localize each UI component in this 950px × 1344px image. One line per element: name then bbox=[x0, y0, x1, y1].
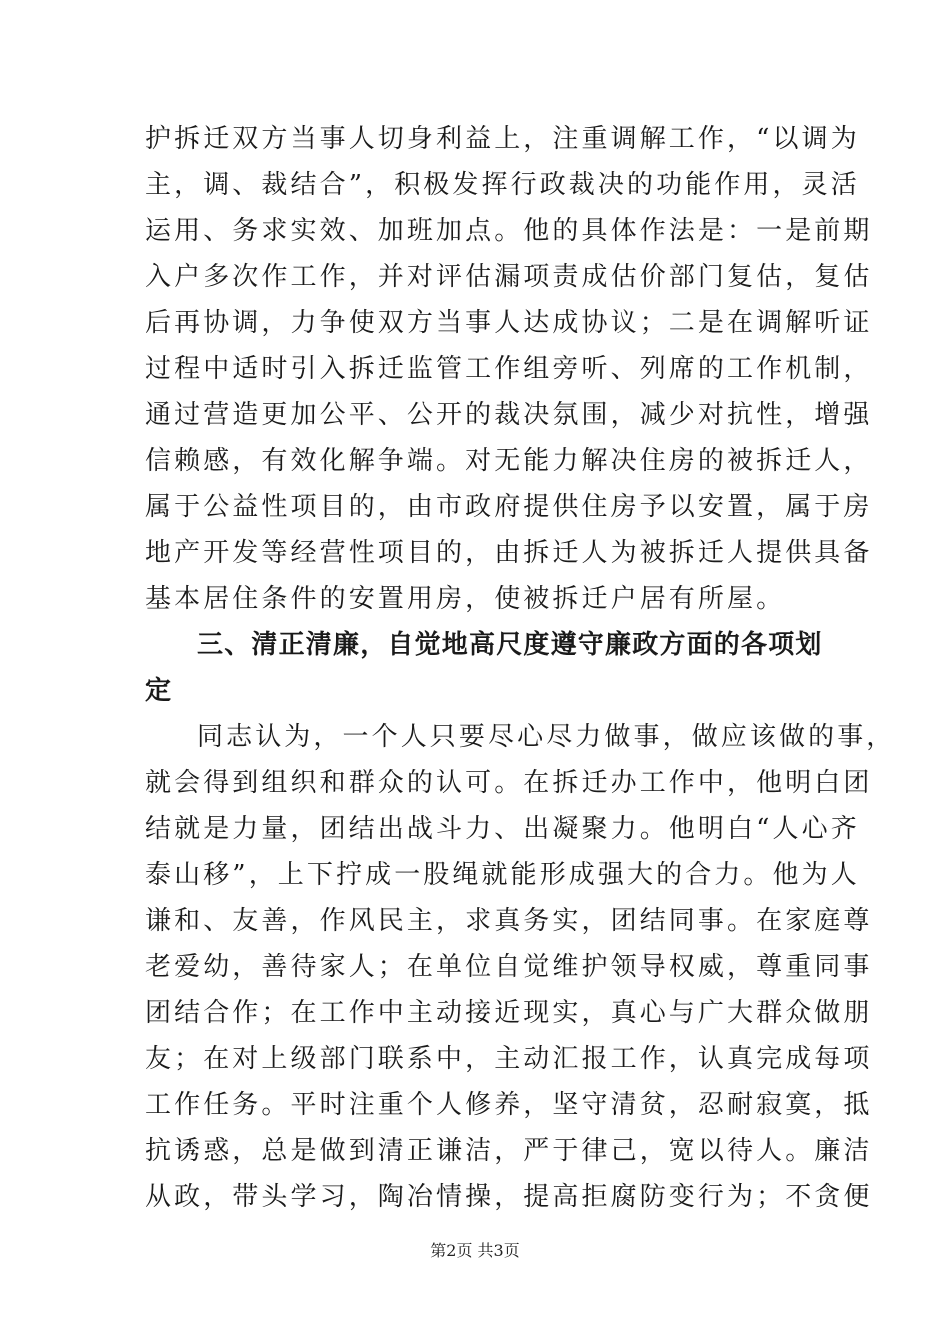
paragraph-line: 入户多次作工作，并对评估漏项责成估价部门复估，复估 bbox=[145, 262, 873, 292]
paragraph-line: 属于公益性项目的，由市政府提供住房予以安置，属于房 bbox=[145, 492, 873, 522]
paragraph-line: 团结合作；在工作中主动接近现实，真心与广大群众做朋 bbox=[145, 998, 873, 1028]
paragraph-line: 过程中适时引入拆迁监管工作组旁听、列席的工作机制， bbox=[145, 354, 873, 384]
paragraph-line: 友；在对上级部门联系中，主动汇报工作，认真完成每项 bbox=[145, 1044, 873, 1074]
paragraph-line: 通过营造更加公平、公开的裁决氛围，减少对抗性，增强 bbox=[145, 400, 873, 430]
paragraph-line: 信赖感，有效化解争端。对无能力解决住房的被拆迁人， bbox=[145, 446, 873, 476]
paragraph-line: 主，调、裁结合”，积极发挥行政裁决的功能作用，灵活 bbox=[145, 170, 860, 200]
paragraph-line: 基本居住条件的安置用房，使被拆迁户居有所屋。 bbox=[145, 584, 786, 614]
paragraph-line: 谦和、友善，作风民主，求真务实，团结同事。在家庭尊 bbox=[145, 906, 873, 936]
page-number-footer: 第2页 共3页 bbox=[430, 1241, 520, 1260]
paragraph-line: 运用、务求实效、加班加点。他的具体作法是：一是前期 bbox=[145, 216, 873, 246]
paragraph-line: 泰山移”，上下拧成一股绳就能形成强大的合力。他为人 bbox=[145, 860, 860, 890]
paragraph-line: 同志认为，一个人只要尽心尽力做事，做应该做的事， bbox=[197, 722, 896, 752]
paragraph-line: 地产开发等经营性项目的，由拆迁人为被拆迁人提供具备 bbox=[145, 538, 873, 568]
paragraph-line: 护拆迁双方当事人切身利益上，注重调解工作，“以调为 bbox=[145, 124, 860, 154]
paragraph-line: 从政，带头学习，陶冶情操，提高拒腐防变行为；不贪便 bbox=[145, 1182, 873, 1212]
paragraph-line: 就会得到组织和群众的认可。在拆迁办工作中，他明白团 bbox=[145, 768, 873, 798]
paragraph-line: 后再协调，力争使双方当事人达成协议；二是在调解听证 bbox=[145, 308, 873, 338]
section-heading-continuation: 定 bbox=[145, 676, 173, 706]
paragraph-line: 抗诱惑，总是做到清正谦洁，严于律己，宽以待人。廉洁 bbox=[145, 1136, 873, 1166]
paragraph-line: 结就是力量，团结出战斗力、出凝聚力。他明白“人心齐 bbox=[145, 814, 860, 844]
paragraph-line: 工作任务。平时注重个人修养，坚守清贫，忍耐寂寞，抵 bbox=[145, 1090, 873, 1120]
section-heading: 三、清正清廉，自觉地高尺度遵守廉政方面的各项划 bbox=[197, 630, 823, 660]
paragraph-line: 老爱幼，善待家人；在单位自觉维护领导权威，尊重同事 bbox=[145, 952, 873, 982]
